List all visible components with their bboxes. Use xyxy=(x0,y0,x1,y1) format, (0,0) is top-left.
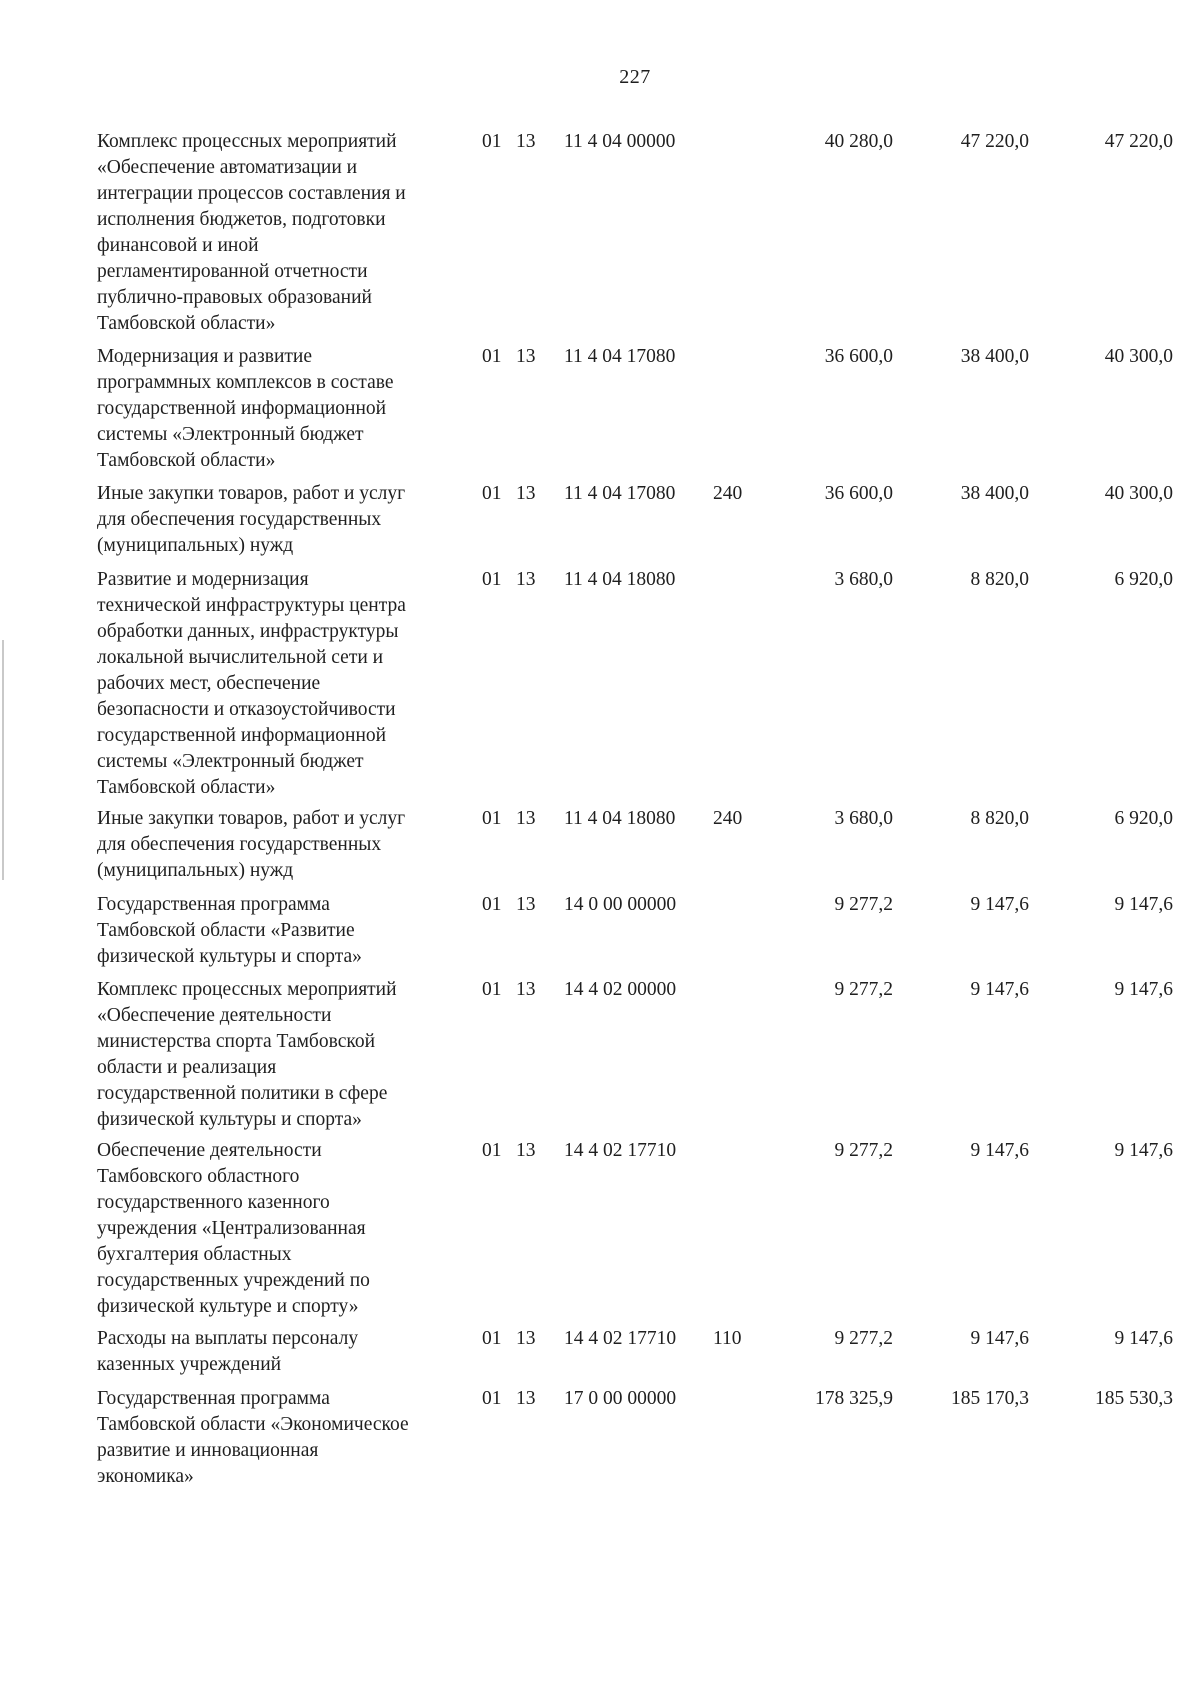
target-article-code: 11 4 04 00000 xyxy=(564,131,676,152)
amount-year-1: 36 600,0 xyxy=(824,483,893,504)
target-article-code: 17 0 00 00000 xyxy=(564,1388,677,1409)
target-article-code: 11 4 04 18080 xyxy=(564,569,676,590)
description-line: локальной вычислительной сети и xyxy=(97,647,384,668)
row-description xyxy=(97,1386,477,1490)
description-line: казенных учреждений xyxy=(97,1354,282,1375)
description-line: (муниципальных) нужд xyxy=(97,535,294,556)
subsection-code: 13 xyxy=(516,979,536,1000)
amount-year-2: 9 147,6 xyxy=(970,979,1029,1000)
description-line: Комплекс процессных мероприятий xyxy=(97,979,397,1000)
description-line: экономика» xyxy=(97,1466,194,1487)
target-article-code: 14 4 02 17710 xyxy=(564,1140,677,1161)
target-article-code: 11 4 04 17080 xyxy=(564,483,676,504)
amount-year-1: 9 277,2 xyxy=(834,894,893,915)
section-code: 01 xyxy=(482,979,502,1000)
section-code: 01 xyxy=(482,894,502,915)
description-line: технической инфраструктуры центра xyxy=(97,595,406,616)
amount-year-1: 40 280,0 xyxy=(824,131,893,152)
page-number: 227 xyxy=(619,66,651,88)
target-article-code: 14 4 02 17710 xyxy=(564,1328,677,1349)
amount-year-3: 6 920,0 xyxy=(1114,808,1173,829)
amount-year-2: 8 820,0 xyxy=(970,808,1029,829)
amount-year-3: 47 220,0 xyxy=(1104,131,1173,152)
subsection-code: 13 xyxy=(516,131,536,152)
expense-type-code: 110 xyxy=(713,1328,742,1349)
description-line: для обеспечения государственных xyxy=(97,509,382,530)
amount-year-3: 6 920,0 xyxy=(1114,569,1173,590)
description-line: государственной информационной xyxy=(97,725,387,746)
row-description xyxy=(97,892,477,970)
description-line: для обеспечения государственных xyxy=(97,834,382,855)
amount-year-2: 47 220,0 xyxy=(960,131,1029,152)
description-line: бухгалтерия областных xyxy=(97,1244,292,1265)
description-line: безопасности и отказоустойчивости xyxy=(97,699,396,720)
subsection-code: 13 xyxy=(516,1388,536,1409)
description-line: физической культуре и спорту» xyxy=(97,1296,359,1317)
row-description xyxy=(97,806,477,884)
description-line: физической культуры и спорта» xyxy=(97,1109,362,1130)
description-line: Иные закупки товаров, работ и услуг xyxy=(97,808,406,829)
amount-year-3: 40 300,0 xyxy=(1104,346,1173,367)
amount-year-2: 38 400,0 xyxy=(960,483,1029,504)
description-line: «Обеспечение автоматизации и xyxy=(97,157,358,178)
description-line: государственной информационной xyxy=(97,398,387,419)
description-line: Тамбовской области «Развитие xyxy=(97,920,355,941)
description-line: регламентированной отчетности xyxy=(97,261,368,282)
row-description xyxy=(97,481,477,559)
row-description xyxy=(97,344,477,474)
description-line: рабочих мест, обеспечение xyxy=(97,673,321,694)
amount-year-1: 178 325,9 xyxy=(815,1388,893,1409)
row-description xyxy=(97,1138,477,1320)
target-article-code: 11 4 04 18080 xyxy=(564,808,676,829)
amount-year-2: 185 170,3 xyxy=(951,1388,1029,1409)
description-line: Развитие и модернизация xyxy=(97,569,309,590)
description-line: Комплекс процессных мероприятий xyxy=(97,131,397,152)
description-line: Тамбовской области» xyxy=(97,313,276,334)
description-line: Тамбовской области «Экономическое xyxy=(97,1414,409,1435)
amount-year-3: 9 147,6 xyxy=(1114,894,1173,915)
description-line: программных комплексов в составе xyxy=(97,372,394,393)
amount-year-2: 9 147,6 xyxy=(970,1328,1029,1349)
description-line: учреждения «Централизованная xyxy=(97,1218,366,1239)
description-line: Тамбовской области» xyxy=(97,450,276,471)
subsection-code: 13 xyxy=(516,808,536,829)
description-line: Расходы на выплаты персоналу xyxy=(97,1328,359,1349)
amount-year-3: 9 147,6 xyxy=(1114,1328,1173,1349)
section-code: 01 xyxy=(482,808,502,829)
description-line: Государственная программа xyxy=(97,1388,330,1409)
description-line: (муниципальных) нужд xyxy=(97,860,294,881)
amount-year-1: 9 277,2 xyxy=(834,979,893,1000)
target-article-code: 14 0 00 00000 xyxy=(564,894,677,915)
description-line: развитие и инновационная xyxy=(97,1440,319,1461)
target-article-code: 14 4 02 00000 xyxy=(564,979,677,1000)
subsection-code: 13 xyxy=(516,346,536,367)
amount-year-1: 36 600,0 xyxy=(824,346,893,367)
amount-year-3: 9 147,6 xyxy=(1114,979,1173,1000)
description-line: министерства спорта Тамбовской xyxy=(97,1031,376,1052)
amount-year-2: 38 400,0 xyxy=(960,346,1029,367)
section-code: 01 xyxy=(482,1140,502,1161)
amount-year-1: 3 680,0 xyxy=(834,569,893,590)
description-line: государственного казенного xyxy=(97,1192,330,1213)
description-line: области и реализация xyxy=(97,1057,277,1078)
subsection-code: 13 xyxy=(516,483,536,504)
amount-year-3: 9 147,6 xyxy=(1114,1140,1173,1161)
description-line: государственных учреждений по xyxy=(97,1270,370,1291)
description-line: интеграции процессов составления и xyxy=(97,183,406,204)
subsection-code: 13 xyxy=(516,894,536,915)
amount-year-1: 9 277,2 xyxy=(834,1328,893,1349)
description-line: Государственная программа xyxy=(97,894,330,915)
description-line: «Обеспечение деятельности xyxy=(97,1005,332,1026)
section-code: 01 xyxy=(482,483,502,504)
scan-edge-mark xyxy=(2,640,4,880)
amount-year-1: 3 680,0 xyxy=(834,808,893,829)
amount-year-2: 9 147,6 xyxy=(970,894,1029,915)
subsection-code: 13 xyxy=(516,1328,536,1349)
row-description xyxy=(97,1326,477,1378)
section-code: 01 xyxy=(482,1328,502,1349)
description-line: Обеспечение деятельности xyxy=(97,1140,322,1161)
subsection-code: 13 xyxy=(516,569,536,590)
description-line: Тамбовской области» xyxy=(97,777,276,798)
amount-year-2: 9 147,6 xyxy=(970,1140,1029,1161)
section-code: 01 xyxy=(482,1388,502,1409)
description-line: системы «Электронный бюджет xyxy=(97,751,364,772)
row-description xyxy=(97,129,477,337)
expense-type-code: 240 xyxy=(713,808,743,829)
row-description xyxy=(97,977,477,1133)
description-line: публично-правовых образований xyxy=(97,287,372,308)
amount-year-3: 185 530,3 xyxy=(1095,1388,1173,1409)
amount-year-2: 8 820,0 xyxy=(970,569,1029,590)
section-code: 01 xyxy=(482,346,502,367)
description-line: обработки данных, инфраструктуры xyxy=(97,621,399,642)
section-code: 01 xyxy=(482,569,502,590)
description-line: Тамбовского областного xyxy=(97,1166,300,1187)
section-code: 01 xyxy=(482,131,502,152)
description-line: финансовой и иной xyxy=(97,235,259,256)
description-line: Иные закупки товаров, работ и услуг xyxy=(97,483,406,504)
expense-type-code: 240 xyxy=(713,483,743,504)
description-line: Модернизация и развитие xyxy=(97,346,312,367)
description-line: физической культуры и спорта» xyxy=(97,946,362,967)
amount-year-1: 9 277,2 xyxy=(834,1140,893,1161)
amount-year-3: 40 300,0 xyxy=(1104,483,1173,504)
row-description xyxy=(97,567,477,801)
subsection-code: 13 xyxy=(516,1140,536,1161)
description-line: системы «Электронный бюджет xyxy=(97,424,364,445)
description-line: государственной политики в сфере xyxy=(97,1083,388,1104)
description-line: исполнения бюджетов, подготовки xyxy=(97,209,386,230)
target-article-code: 11 4 04 17080 xyxy=(564,346,676,367)
